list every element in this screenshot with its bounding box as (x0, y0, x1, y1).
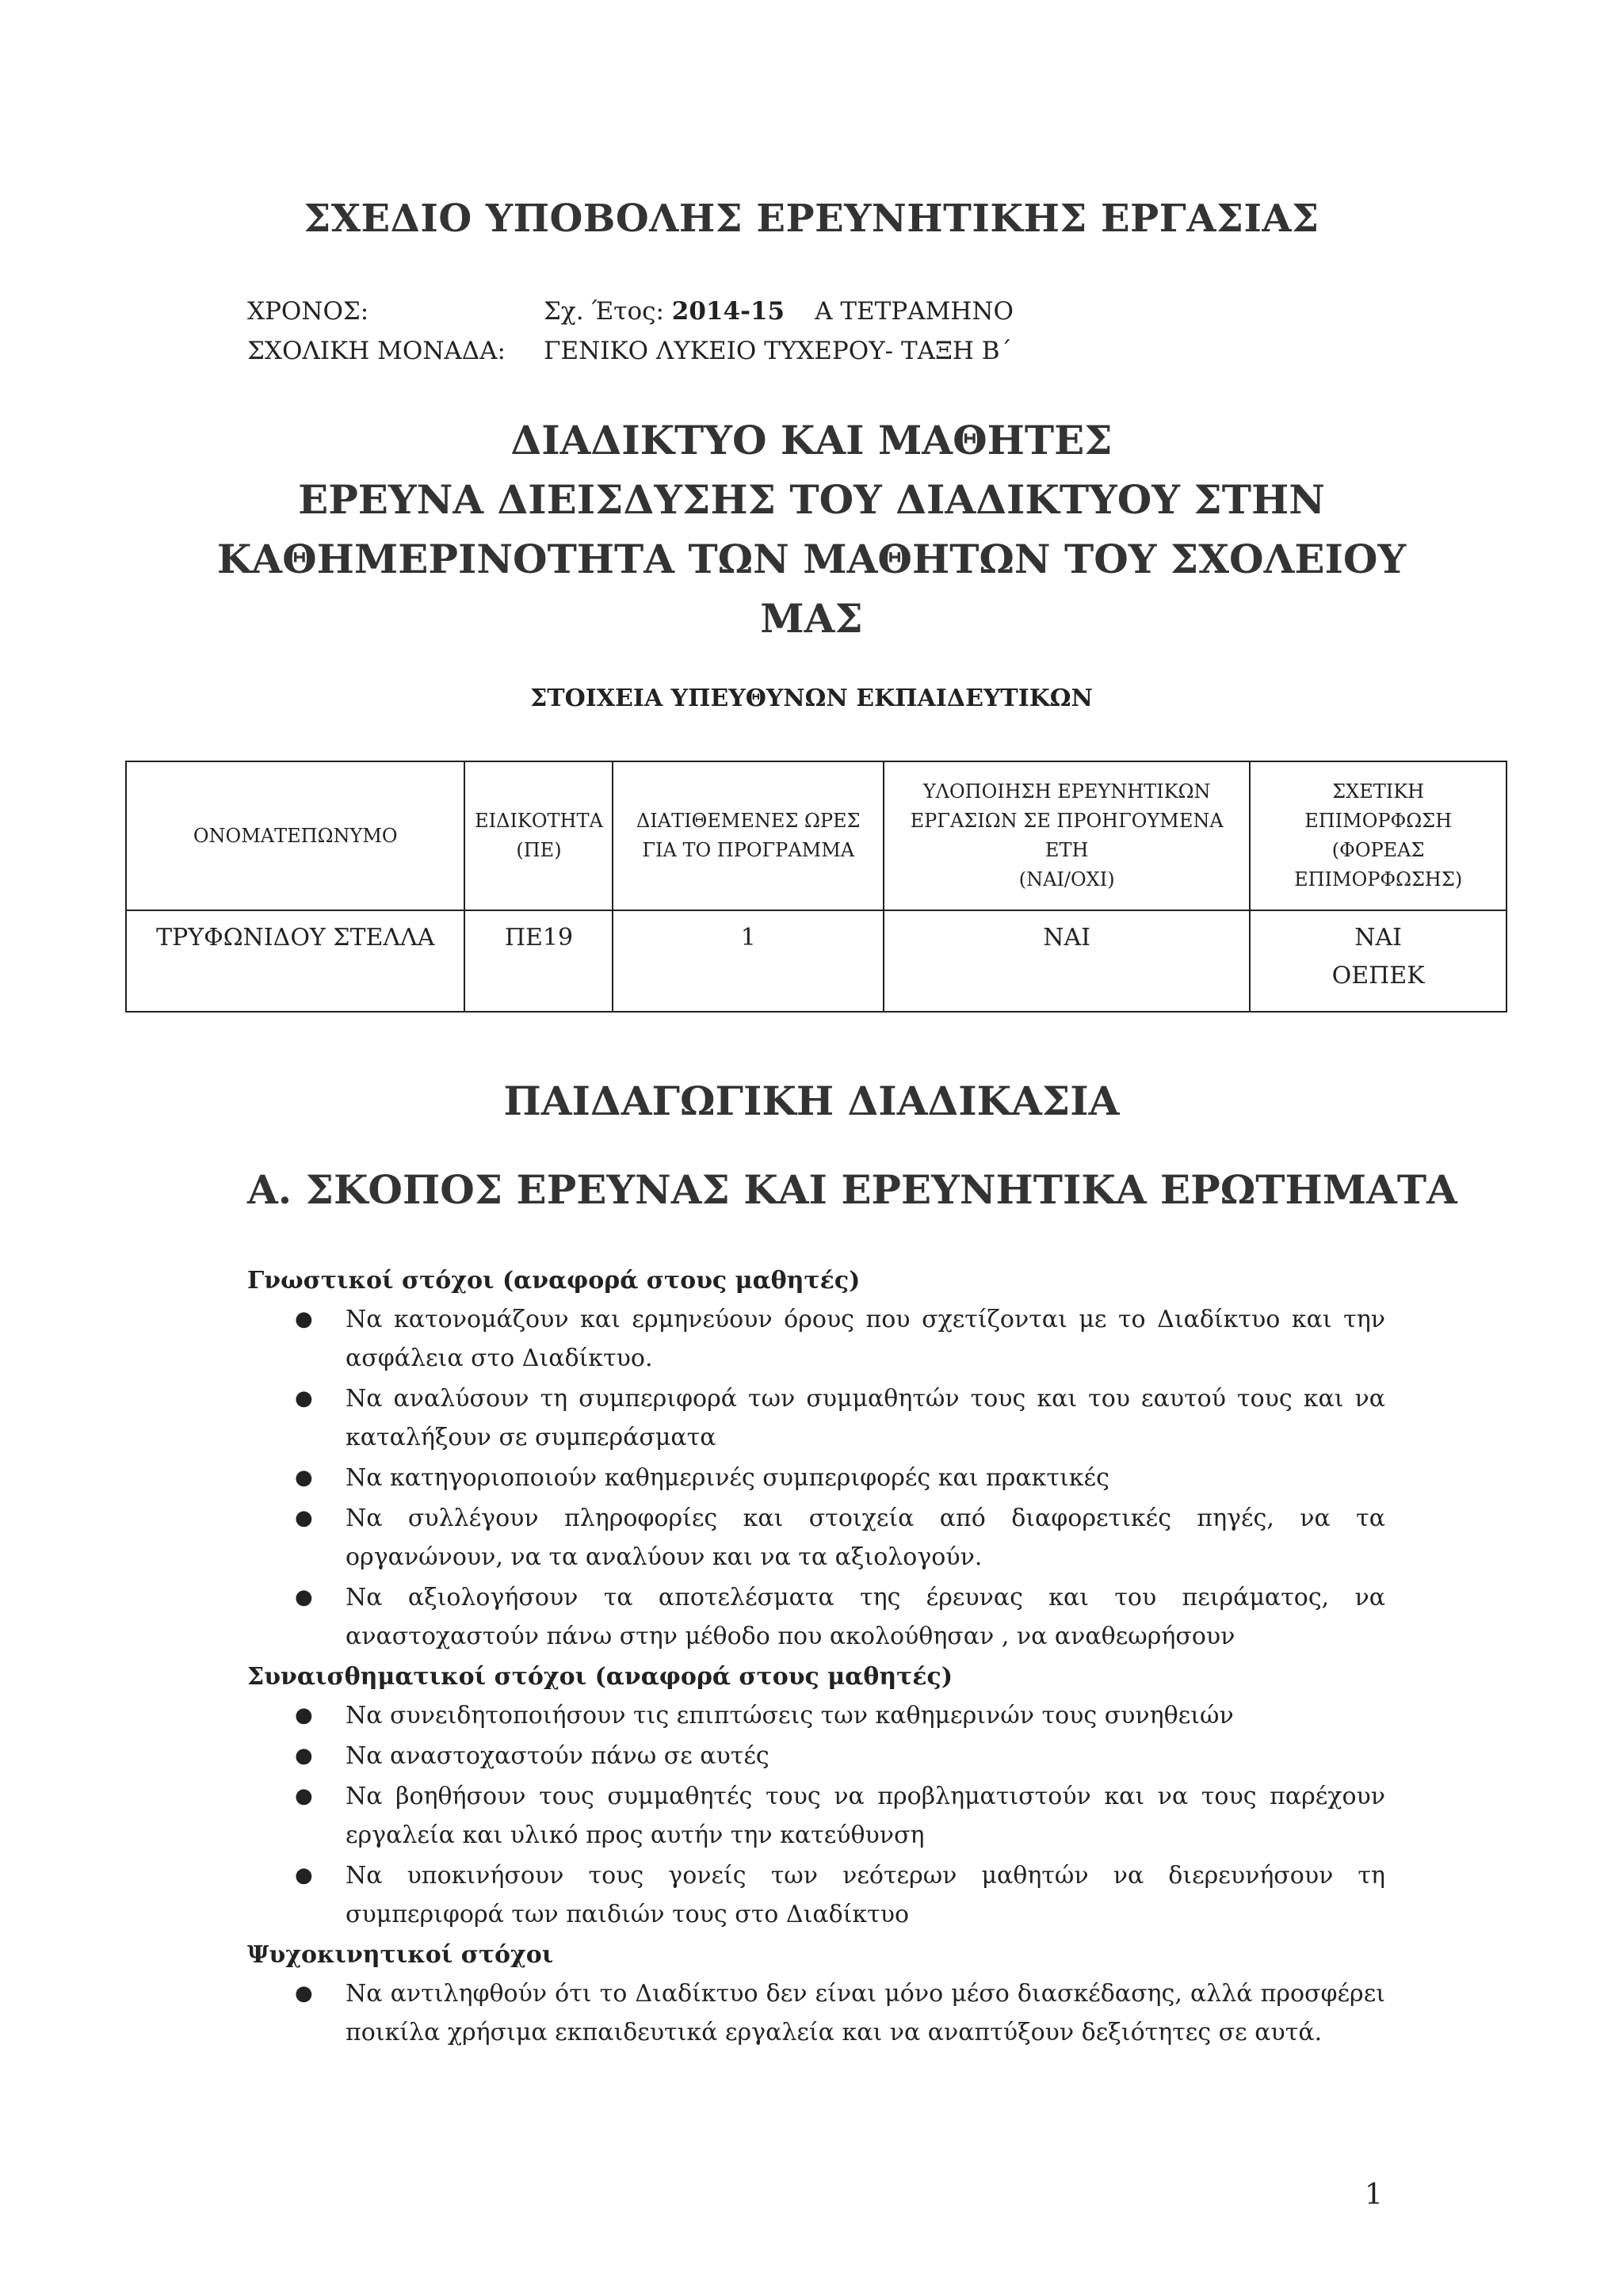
bullet-icon: ● (295, 1981, 313, 2005)
list-item: ● Να υποκινήσουν τους γονείς των νεότερων μαθητών να διερευνήσουν τη συμπεριφορά των παιδιών τους στο Διαδίκτυο (247, 1856, 1385, 1934)
research-title (0, 410, 1623, 648)
header-previous-research: ΥΛΟΠΟΙΗΣΗ ΕΡΕΥΝΗΤΙΚΩΝ ΕΡΓΑΣΙΩΝ ΣΕ ΠΡΟΗΓΟΥΜΕΝΑ ΕΤΗ (ΝΑΙ/ΟΧΙ) (884, 761, 1250, 910)
bullet-icon: ● (295, 1784, 313, 1808)
meta-time-label: ΧΡΟΝΟΣ: (247, 297, 369, 326)
table-header-row (126, 761, 1507, 910)
bullet-icon: ● (295, 1466, 313, 1489)
list-item: ● Να αναστοχαστούν πάνω σε αυτές (247, 1737, 1385, 1775)
meta-school-label: ΣΧΟΛΙΚΗ ΜΟΝΑΔΑ: (247, 337, 506, 365)
list-item: ● Να αναλύσουν τη συμπεριφορά των συμμαθητών τους και του εαυτού τους και να καταλήξουν σε συμπεράσματα (247, 1379, 1385, 1457)
meta-time-value (544, 292, 1014, 331)
cell-specialty: ΠΕ19 (464, 910, 613, 1012)
meta-school-value: ΓΕΝΙΚΟ ΛΥΚΕΙΟ ΤΥΧΕΡΟΥ- ΤΑΞΗ Β΄ (544, 337, 1013, 365)
staff-section-caption: ΣΤΟΙΧΕΙΑ ΥΠΕΥΘΥΝΩΝ ΕΚΠΑΙΔΕΥΤΙΚΩΝ (530, 685, 1093, 712)
header-name: ΟΝΟΜΑΤΕΠΩΝΥΜΟ (126, 761, 464, 910)
bullet-icon: ● (295, 1585, 313, 1609)
header-specialty: ΕΙΔΙΚΟΤΗΤΑ (ΠΕ) (464, 761, 613, 910)
research-title-line: ΜΑΣ (760, 595, 863, 642)
cell-name: ΤΡΥΦΩΝΙΔΟΥ ΣΤΕΛΛΑ (126, 910, 464, 1012)
list-item: ● Να βοηθήσουν τους συμμαθητές τους να προβληματιστούν και να τους παρέχουν εργαλεία και υλικό προς αυτήν την κατεύθυνση (247, 1777, 1385, 1855)
list-item: ● Να κατονομάζουν και ερμηνεύουν όρους που σχετίζονται με το Διαδίκτυο και την ασφάλεια στο Διαδίκτυο. (247, 1300, 1385, 1378)
research-title-line: ΚΑΘΗΜΕΡΙΝΟΤΗΤΑ ΤΩΝ ΜΑΘΗΤΩΝ ΤΟΥ ΣΧΟΛΕΙΟΥ (216, 536, 1407, 582)
pedagogy-heading: ΠΑΙΔΑΓΩΓΙΚΗ ΔΙΑΔΙΚΑΣΙΑ (503, 1077, 1120, 1124)
goal-group-heading: Ψυχοκινητικοί στόχοι (247, 1941, 554, 1969)
section-a-heading: Α. ΣΚΟΠΟΣ ΕΡΕΥΝΑΣ ΚΑΙ ΕΡΕΥΝΗΤΙΚΑ ΕΡΩΤΗΜΑΤΑ (247, 1166, 1457, 1213)
bullet-icon: ● (295, 1863, 313, 1887)
meta-time-year: 2014-15 (671, 297, 785, 326)
cell-training: ΝΑΙ ΟΕΠΕΚ (1250, 910, 1507, 1012)
page-number: 1 (1365, 2179, 1383, 2211)
research-title-line: ΔΙΑΔΙΚΤΥΟ ΚΑΙ ΜΑΘΗΤΕΣ (510, 417, 1113, 463)
goal-list (247, 1974, 1385, 2052)
table-row (126, 910, 1507, 1012)
meta-time-prefix: Σχ. Έτος: (544, 297, 664, 326)
bullet-icon: ● (295, 1744, 313, 1768)
header-hours: ΔΙΑΤΙΘΕΜΕΝΕΣ ΩΡΕΣ ΓΙΑ ΤΟ ΠΡΟΓΡΑΜΜΑ (613, 761, 884, 910)
cell-hours: 1 (613, 910, 884, 1012)
goal-group-heading: Γνωστικοί στόχοι (αναφορά στους μαθητές) (247, 1267, 861, 1295)
goal-list (247, 1300, 1385, 1656)
goals-section (247, 1261, 1385, 2054)
bullet-icon: ● (295, 1703, 313, 1727)
meta-school-row (247, 331, 1014, 371)
list-item: ● Να κατηγοριοποιούν καθημερινές συμπεριφορές και πρακτικές (247, 1459, 1385, 1497)
list-item: ● Να αξιολογήσουν τα αποτελέσματα της έρευνας και του πειράματος, να αναστοχαστούν πάνω στην μέθοδο που ακολούθησαν , να αναθεωρήσουν (247, 1578, 1385, 1656)
list-item: ● Να συλλέγουν πληροφορίες και στοιχεία από διαφορετικές πηγές, να τα οργανώνουν, να τα αναλύουν και να τα αξιολογούν. (247, 1499, 1385, 1577)
header-training: ΣΧΕΤΙΚΗ ΕΠΙΜΟΡΦΩΣΗ (ΦΟΡΕΑΣ ΕΠΙΜΟΡΦΩΣΗΣ) (1250, 761, 1507, 910)
bullet-icon: ● (295, 1386, 313, 1410)
cell-previous-research: ΝΑΙ (884, 910, 1250, 1012)
staff-table (125, 761, 1507, 1013)
research-title-line: ΕΡΕΥΝΑ ΔΙΕΙΣΔΥΣΗΣ ΤΟΥ ΔΙΑΔΙΚΤΥΟΥ ΣΤΗΝ (298, 476, 1325, 523)
document-meta (247, 292, 1014, 371)
bullet-icon: ● (295, 1506, 313, 1530)
goal-list (247, 1696, 1385, 1934)
goal-group-heading: Συναισθηματικοί στόχοι (αναφορά στους μαθητές) (247, 1663, 953, 1691)
document-title: ΣΧΕΔΙΟ ΥΠΟΒΟΛΗΣ ΕΡΕΥΝΗΤΙΚΗΣ ΕΡΓΑΣΙΑΣ (304, 196, 1319, 241)
bullet-icon: ● (295, 1307, 313, 1331)
list-item: ● Να συνειδητοποιήσουν τις επιπτώσεις των καθημερινών τους συνηθειών (247, 1696, 1385, 1735)
list-item: ● Να αντιληφθούν ότι το Διαδίκτυο δεν είναι μόνο μέσο διασκέδασης, αλλά προσφέρει ποικίλα χρήσιμα εκπαιδευτικά εργαλεία και να αναπτύξουν δεξιότητες σε αυτά. (247, 1974, 1385, 2052)
meta-time-row (247, 292, 1014, 331)
meta-time-term: Α ΤΕΤΡΑΜΗΝΟ (815, 297, 1014, 326)
